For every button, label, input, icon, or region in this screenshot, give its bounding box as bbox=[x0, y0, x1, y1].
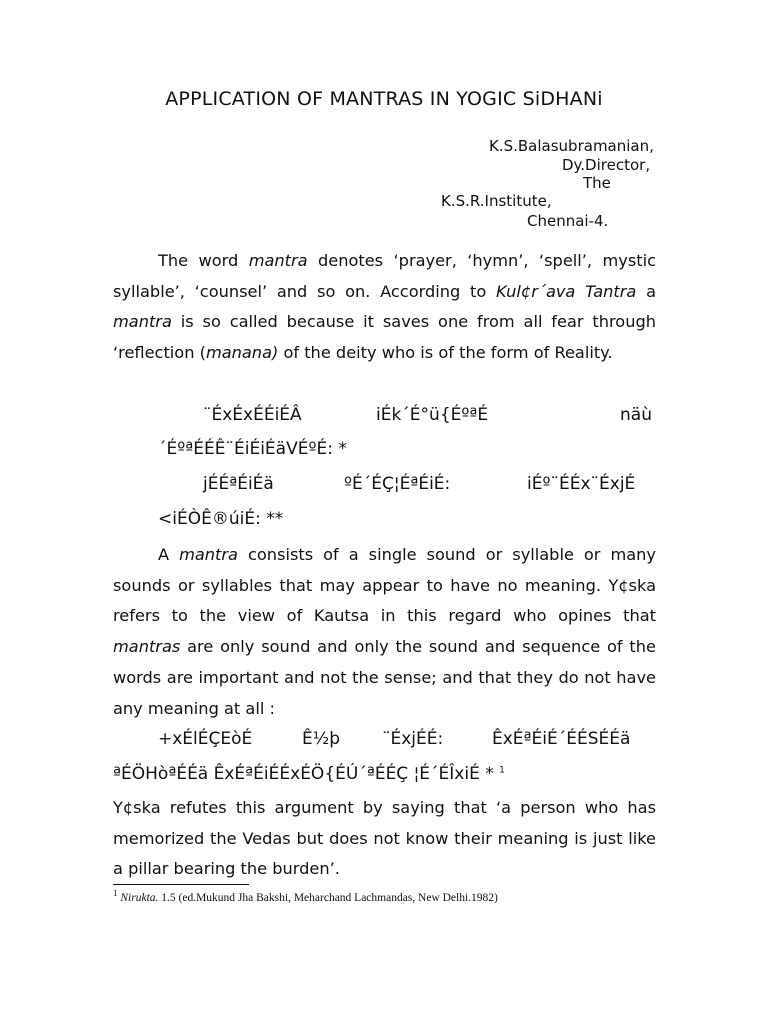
verse1-line: ´ÉºªÉÉÊ¨ÉiÉiÉäVÉºÉ: * bbox=[158, 439, 347, 459]
footnote-marker: 1 bbox=[499, 765, 505, 776]
verse1-word: iÉº¨ÉÉx¨ÉxjÉ bbox=[527, 474, 636, 494]
document-title: APPLICATION OF MANTRAS IN YOGIC SiDHANi bbox=[165, 88, 603, 110]
author-name: K.S.Balasubramanian, bbox=[489, 137, 654, 155]
verse1-word: jÉÉªÉiÉä bbox=[203, 474, 274, 494]
verse2-word: ÊxÉªÉiÉ´ÉÉSÉÉä bbox=[492, 729, 631, 749]
author-city: Chennai-4. bbox=[527, 212, 609, 230]
footnote bbox=[113, 888, 498, 904]
verse2-line: ªÉÖHòªÉÉä ÊxÉªÉiÉÉxÉÖ{ÉÚ´ªÉÉÇ ¦É´ÉÎxiÉ * $^1$ bbox=[113, 764, 505, 784]
footnote-work: Nirukta. bbox=[120, 891, 159, 904]
verse2-word: Ê½þ bbox=[302, 729, 341, 749]
author-institute: K.S.R.Institute, bbox=[441, 192, 552, 210]
author-role: Dy.Director, bbox=[562, 156, 651, 174]
verse2-word: +xÉlÉÇEòÉ bbox=[158, 729, 253, 749]
footnote-text: 1.5 (ed.Mukund Jha Bakshi, Meharchand Lachmandas, New Delhi.1982) bbox=[158, 891, 498, 904]
footnote-number: 1 bbox=[113, 888, 118, 898]
verse1-word: iÉk´É°ü{ÉºªÉ bbox=[376, 405, 489, 425]
verse1-word: ¨ÉxÉxÉÉiÉÂ bbox=[203, 405, 302, 425]
verse1-word: näù bbox=[620, 405, 652, 425]
verse1-word: ºÉ´ÉÇ¦ÉªÉiÉ: bbox=[344, 474, 451, 494]
paragraph-mantra-definition: A mantra consists of a single sound or syllable or many sounds or syllables that may appear to have no meaning. Y¢ska refers to the view of Kautsa in this regard who opines that mantras are only sound and only the sound and sequence of the words are important and not the sense; and that they do not have any meaning at all : bbox=[113, 545, 656, 718]
verse2-word: ¨ÉxjÉÉ: bbox=[382, 729, 444, 749]
paragraph-intro: The word mantra denotes ‘prayer, ‘hymn’, ‘spell’, mystic syllable’, ‘counsel’ and so on. According to Kul¢r´ava Tantra a mantra is so called because it saves one from all fear through ‘reflection (manana) of the deity who is of the form of Reality. bbox=[113, 251, 656, 363]
footnote-divider bbox=[113, 884, 249, 885]
verse1-line: <iÉÒÊ®úiÉ: ** bbox=[158, 509, 284, 529]
paragraph-refutation: Y¢ska refutes this argument by saying that ‘a person who has memorized the Vedas but does not know their meaning is just like a pillar bearing the burden’. bbox=[113, 798, 656, 879]
author-the: The bbox=[583, 174, 611, 192]
